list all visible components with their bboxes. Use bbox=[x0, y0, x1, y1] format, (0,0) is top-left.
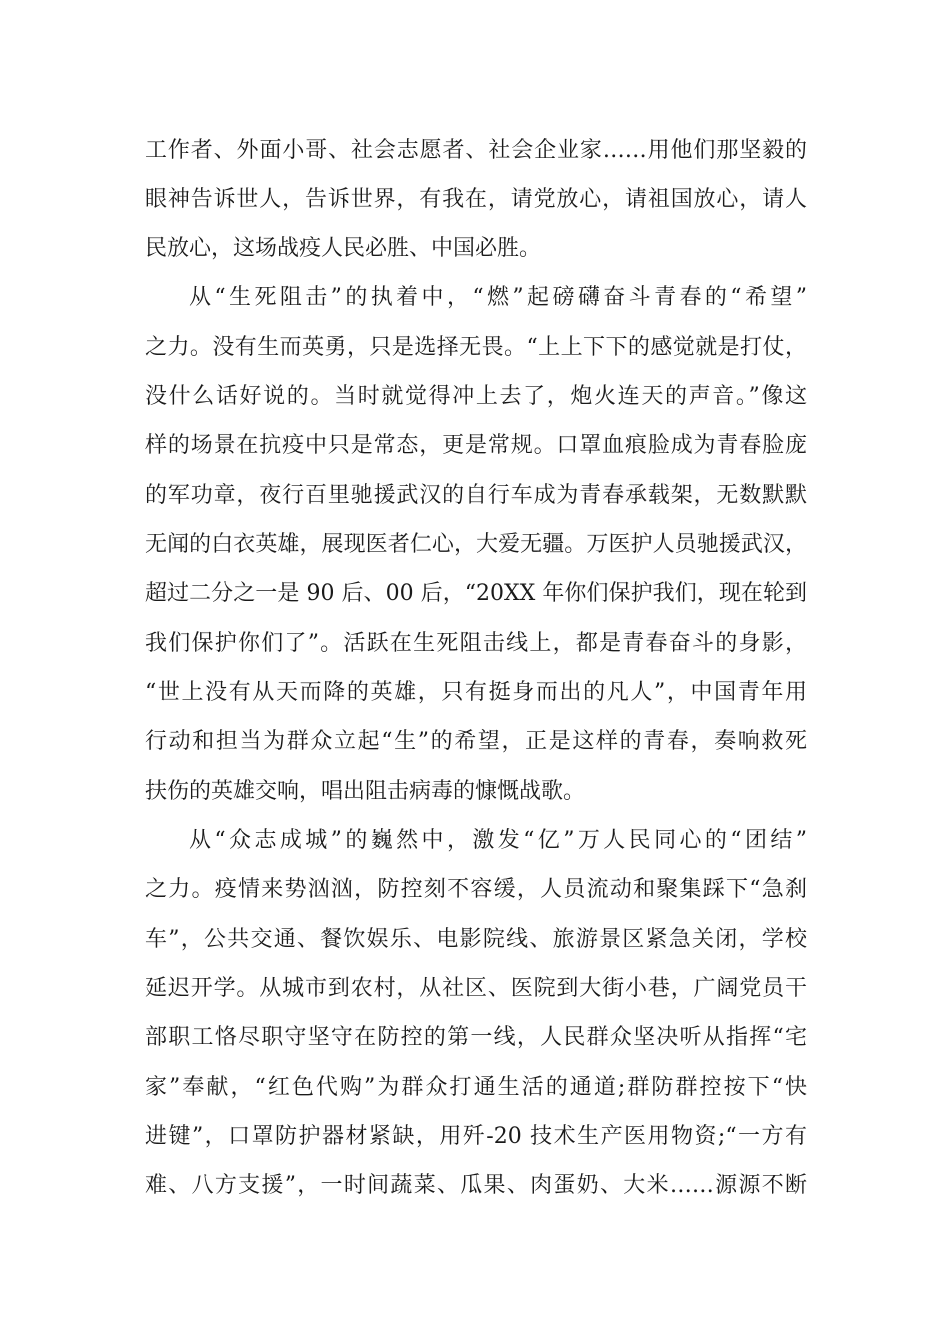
paragraph-first-line: 从“众志成城”的巍然中，激发“亿”万人民同心的“团结” bbox=[189, 828, 807, 853]
text-line: “世上没有从天而降的英雄，只有挺身而出的凡人”，中国青年用 bbox=[145, 680, 807, 705]
text-line: 样的场景在抗疫中只是常态，更是常规。口罩血痕脸成为青春脸庞 bbox=[145, 433, 807, 458]
text-line: 扶伤的英雄交响，唱出阻击病毒的慷慨战歌。 bbox=[145, 779, 586, 804]
text-line: 部职工恪尽职守坚守在防控的第一线，人民群众坚决听从指挥“宅 bbox=[145, 1025, 807, 1050]
text-line: 民放心，这场战疫人民必胜、中国必胜。 bbox=[145, 236, 542, 261]
text-line: 家”奉献，“红色代购”为群众打通生活的通道;群防群控按下“快 bbox=[145, 1075, 807, 1100]
text-line: 车”，公共交通、餐饮娱乐、电影院线、旅游景区紧急关闭，学校 bbox=[145, 927, 807, 952]
text-line: 我们保护你们了”。活跃在生死阻击线上，都是青春奋斗的身影， bbox=[145, 631, 807, 656]
text-line: 难、八方支援”，一时间蔬菜、瓜果、肉蛋奶、大米……源源不断 bbox=[145, 1173, 807, 1198]
text-line: 之力。疫情来势汹汹，防控刻不容缓，人员流动和聚集踩下“急刹 bbox=[145, 877, 807, 902]
text-line: 无闻的白衣英雄，展现医者仁心，大爱无疆。万医护人员驰援武汉， bbox=[145, 532, 807, 557]
text-line: 的军功章，夜行百里驰援武汉的自行车成为青春承载架，无数默默 bbox=[145, 483, 807, 508]
text-line: 之力。没有生而英勇，只是选择无畏。“上上下下的感觉就是打仗， bbox=[145, 335, 807, 360]
text-line: 进键”，口罩防护器材紧缺，用歼-20 技术生产医用物资;“一方有 bbox=[145, 1124, 807, 1149]
text-line: 行动和担当为群众立起“生”的希望，正是这样的青春，奏响救死 bbox=[145, 729, 807, 754]
text-line: 工作者、外面小哥、社会志愿者、社会企业家……用他们那坚毅的 bbox=[145, 138, 807, 163]
text-line: 超过二分之一是 90 后、00 后，“20XX 年你们保护我们，现在轮到 bbox=[145, 581, 807, 606]
text-line: 眼神告诉世人，告诉世界，有我在，请党放心，请祖国放心，请人 bbox=[145, 187, 807, 212]
paragraph-first-line: 从“生死阻击”的执着中，“燃”起磅礴奋斗青春的“希望” bbox=[189, 285, 807, 310]
text-line: 没什么话好说的。当时就觉得冲上去了，炮火连天的声音。”像这 bbox=[145, 384, 807, 409]
text-line: 延迟开学。从城市到农村，从社区、医院到大街小巷，广阔党员干 bbox=[145, 976, 807, 1001]
